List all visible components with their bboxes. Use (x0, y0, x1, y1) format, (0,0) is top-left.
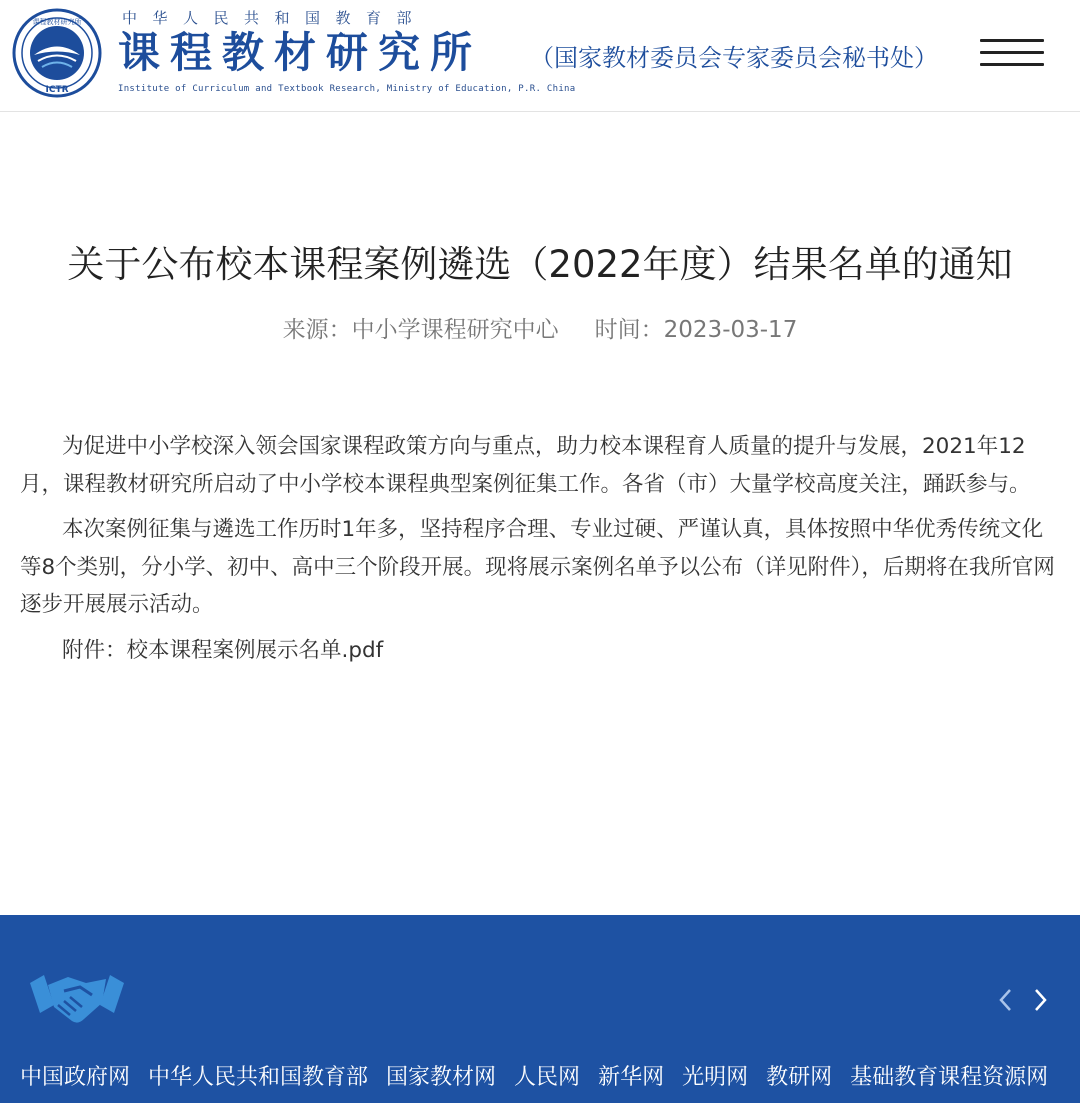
footer-link-people[interactable]: 人民网 (514, 1065, 581, 1090)
chevron-right-icon[interactable] (1028, 985, 1052, 1015)
site-footer (0, 915, 1080, 1103)
article-body (20, 428, 1062, 677)
footer-link-moe[interactable]: 中华人民共和国教育部 (148, 1065, 369, 1090)
attachment-paragraph (20, 632, 1062, 670)
article-paragraph: 本次案例征集与遴选工作历时1年多，坚持程序合理、专业过硬、严谨认真，具体按照中华优秀传统文化等8个类别，分小学、初中、高中三个阶段开展。现将展示案例名单予以公布（详见附件），后期将在我所官网逐步开展展示活动。 (20, 517, 1055, 617)
footer-link-gov[interactable]: 中国政府网 (20, 1065, 131, 1090)
menu-line (980, 63, 1044, 66)
article-paragraph: 为促进中小学校深入领会国家课程政策方向与重点，助力校本课程育人质量的提升与发展，2021年12月，课程教材研究所启动了中小学校本课程典型案例征集工作。各省（市）大量学校高度关注，踊跃参与。 (20, 434, 1031, 497)
handshake-icon (28, 965, 126, 1041)
menu-line (980, 39, 1044, 42)
attachment-link[interactable]: 附件：校本课程案例展示名单.pdf (62, 637, 384, 663)
footer-links (20, 1060, 1059, 1091)
institute-subtitle: （国家教材委员会专家委员会秘书处） (530, 44, 938, 72)
ministry-label: 中华人民共和国教育部 (122, 9, 428, 27)
institute-english-name: Institute of Curriculum and Textbook Research, Ministry of Education, P.R. China (118, 84, 576, 94)
institute-logo-icon[interactable] (12, 8, 102, 98)
footer-link-jiaoyan[interactable]: 教研网 (766, 1065, 833, 1090)
logo-ring-text: ICTR (45, 85, 69, 95)
chevron-left-icon[interactable] (994, 985, 1018, 1015)
logo-top-text: 课程教材研究所 (32, 18, 82, 26)
institute-name[interactable]: 课程教材研究所 (118, 28, 483, 77)
article-source: 来源：中小学课程研究中心 (282, 317, 559, 343)
article-title: 关于公布校本课程案例遴选（2022年度）结果名单的通知 (67, 243, 1013, 286)
article-time: 时间：2023-03-17 (594, 317, 798, 343)
footer-link-resources[interactable]: 基础教育课程资源网 (850, 1065, 1049, 1090)
footer-link-xinhua[interactable]: 新华网 (598, 1065, 665, 1090)
footer-link-textbook[interactable]: 国家教材网 (386, 1065, 497, 1090)
footer-link-guangming[interactable]: 光明网 (682, 1065, 749, 1090)
article-meta (0, 311, 1080, 344)
site-header (0, 0, 1080, 112)
menu-line (980, 51, 1044, 54)
hamburger-menu-icon[interactable] (980, 37, 1046, 71)
